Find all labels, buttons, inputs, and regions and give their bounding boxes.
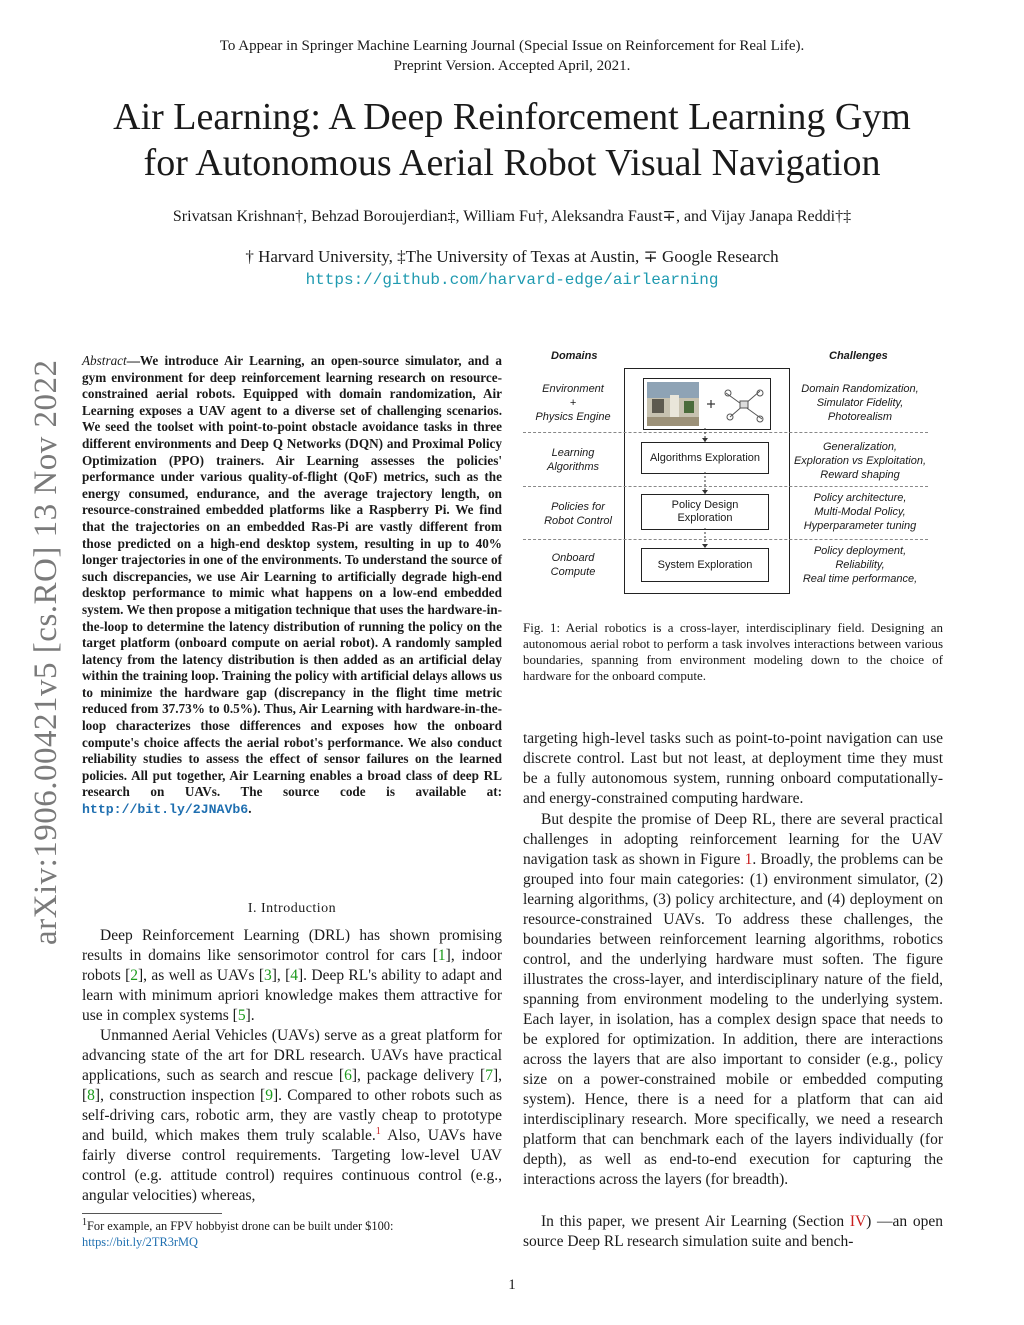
- figure-header-domains: Domains: [551, 350, 598, 362]
- domain-label-compute: Onboard Compute: [550, 552, 596, 578]
- title-line-1: Air Learning: A Deep Reinforcement Learning Gym: [113, 96, 911, 138]
- arxiv-stamp: arXiv:1906.00421v5 [cs.RO] 13 Nov 2022: [28, 359, 64, 945]
- citation-link[interactable]: 3: [263, 967, 272, 984]
- citation-link[interactable]: 9: [265, 1087, 273, 1104]
- intro-text: ], indoor robots [: [82, 947, 502, 984]
- figure-ref-link[interactable]: 1: [744, 851, 753, 868]
- journal-notice: [0, 36, 1024, 76]
- right-paragraph-2: [523, 810, 943, 1190]
- citation-link[interactable]: 4: [290, 967, 299, 984]
- intro-text: ]. Compared to other robots such as self-driving cars, robotic arm, they are vastly cheap to prototype and build, which makes them truly scalable.: [82, 1087, 502, 1144]
- affiliations: † Harvard University, ‡The University of Texas at Austin, ∓ Google Research: [245, 247, 779, 266]
- citation-link[interactable]: 5: [237, 1007, 246, 1024]
- abstract-end: .: [248, 801, 252, 817]
- challenge-label-environment: Domain Randomization, Simulator Fidelity, Photorealism: [801, 383, 919, 423]
- layer-separator: [523, 539, 928, 540]
- figure-header-challenges: Challenges: [829, 350, 888, 362]
- footnote-text: For example, an FPV hobbyist drone can be built under $100:: [87, 1219, 394, 1233]
- intro-paragraph-1: [82, 926, 502, 1026]
- citation-link[interactable]: 7: [485, 1067, 493, 1084]
- citation-link[interactable]: 8: [87, 1087, 95, 1104]
- challenge-label-policies: Policy architecture, Multi-Modal Policy, Hyperparameter tuning: [803, 492, 917, 532]
- footnote-mark: 1: [82, 1216, 87, 1228]
- github-link[interactable]: https://github.com/harvard-edge/airlearning: [305, 271, 719, 289]
- algorithms-exploration-box: Algorithms Exploration: [641, 442, 769, 474]
- environment-image: [643, 378, 771, 430]
- domain-label-learning: Learning Algorithms: [547, 447, 599, 473]
- citation-link[interactable]: 6: [344, 1067, 352, 1084]
- intro-text: ]. Deep RL's ability to adapt and learn with minimum apriori knowledge makes them attractive for use in complex systems [: [82, 967, 502, 1024]
- body-text: ) —an open source Deep RL research simulation suite and bench-: [523, 1213, 943, 1250]
- intro-text: ], as well as UAVs [: [138, 967, 264, 984]
- abstract: [82, 353, 502, 819]
- right-paragraph-3: [523, 1212, 943, 1252]
- intro-text: Unmanned Aerial Vehicles (UAVs) serve as a great platform for advancing state of the art for DRL research. UAVs have practical applications, such as search and rescue [: [82, 1027, 502, 1084]
- section-heading-introduction: I. Introduction: [247, 901, 337, 916]
- title-line-2: for Autonomous Aerial Robot Visual Navigation: [143, 142, 881, 184]
- citation-link[interactable]: 2: [130, 967, 138, 984]
- intro-paragraph-2: [82, 1026, 502, 1206]
- policy-design-exploration-box: Policy Design Exploration: [641, 494, 769, 530]
- abstract-lead: Abstract: [82, 353, 127, 368]
- page-number: 1: [508, 1277, 516, 1293]
- footnote-marker[interactable]: 1: [375, 1125, 381, 1137]
- intro-text: ], [: [271, 967, 291, 984]
- domain-label-policies: Policies for Robot Control: [544, 501, 612, 527]
- footnote-rule: [82, 1213, 222, 1214]
- layer-separator: [523, 432, 928, 433]
- connector-arrows: [699, 428, 711, 552]
- notice-line-1: To Appear in Springer Machine Learning Journal (Special Issue on Reinforcement for Real Life).: [219, 38, 805, 54]
- body-text: But despite the promise of Deep RL, there are several practical challenges in adopting reinforcement learning for the UAV navigation task as shown in Figure: [523, 811, 943, 868]
- right-paragraph-1: targeting high-level tasks such as point-to-point navigation can use discrete control. Last but not least, at deployment time they must be a fully autonomous system, running onboard computationally- and energy-constrained computing hardware.: [523, 730, 943, 807]
- intro-text: ], package delivery [: [351, 1067, 486, 1084]
- simulator-render-icon: [644, 379, 770, 429]
- figure-caption: Fig. 1: Aerial robotics is a cross-layer, interdisciplinary field. Designing an autonomous aerial robot to perform a task involves interactions between various boundaries, spanning from environment modeling down to the choice of hardware for the onboard compute.: [523, 620, 943, 683]
- challenge-label-compute: Policy deployment, Reliability, Real time performance,: [802, 545, 918, 585]
- intro-text: Also, UAVs have fairly diverse control requirements. Targeting low-level UAV control (e.g. attitude control) requires continuous control (e.g., angular velocities) whereas,: [82, 1127, 502, 1204]
- intro-text: ].: [245, 1007, 255, 1024]
- system-exploration-box: System Exploration: [641, 548, 769, 582]
- citation-link[interactable]: 1: [437, 947, 446, 964]
- paper-title: [40, 94, 984, 186]
- body-text: . Broadly, the problems can be grouped into four main categories: (1) environment simulator, (2) learning algorithms, (3) policy architecture, and (4) deployment on resource-constrained UAVs. To address these challenges, the boundaries between reinforcement learning algorithms, robotics control, and the underlying hardware must soften. The figure illustrates the cross-layer, and interdisciplinary nature of the field, spanning from environment modeling to the underlying system. Each layer, in isolation, has a complex design space that needs to be explored for optimization. In addition, there are interactions across the layers that are also important to consider (e.g., policy size on a power-constrained mobile or embedded computing system). Hence, there is a need for a platform that can aid interdisciplinary research. More specifically, we need a research platform that can benchmark each of the layers individually (for depth), as well as end-to-end execution for capturing the interactions across the layers (for breadth).: [523, 851, 943, 1188]
- body-text: In this paper, we present Air Learning (Section: [541, 1213, 850, 1230]
- challenge-label-learning: Generalization, Exploration vs Exploitation, Reward shaping: [793, 441, 927, 481]
- intro-text: ], construction inspection [: [94, 1087, 266, 1104]
- section-ref-link[interactable]: IV: [849, 1213, 867, 1230]
- intro-text: Deep Reinforcement Learning (DRL) has shown promising results in domains like sensorimotor control for cars [: [82, 927, 502, 964]
- domain-label-environment: Environment + Physics Engine: [535, 383, 611, 423]
- figure-1: [523, 344, 943, 604]
- source-code-link[interactable]: http://bit.ly/2JNAVb6: [82, 802, 249, 818]
- notice-line-2: Preprint Version. Accepted April, 2021.: [393, 58, 631, 74]
- footnote: [82, 1218, 502, 1250]
- author-list: Srivatsan Krishnan†, Behzad Boroujerdian‡, William Fu†, Aleksandra Faust∓, and Vijay Janapa Reddi†‡: [172, 208, 852, 225]
- abstract-text: —We introduce Air Learning, an open-source simulator, and a gym environment for deep reinforcement learning research on resource-constrained aerial robots. Equipped with domain randomization, Air Learning exposes a UAV agent to a diverse set of challenging scenarios. We seed the toolset with point-to-point obstacle avoidance tasks in three different environments and Deep Q Networks (DQN) and Proximal Policy Optimization (PPO) trainers. Air Learning assesses the policies' performance under various quality-of-flight (QoF) metrics, such as the energy consumed, endurance, and the average trajectory length, on resource-constrained embedded platforms like a Raspberry Pi. We find that the trajectories on an embedded Ras-Pi are vastly different from those predicted on a high-end desktop system, resulting in up to 40% longer trajectories in one of the environments. To understand the source of such discrepancies, we use Air Learning to artificially degrade high-end desktop performance to mimic what happens on a low-end embedded system. We then propose a mitigation technique that uses the hardware-in-the-loop to determine the latency distribution of running the policy on the target platform (onboard compute on aerial robot). A randomly sampled latency from the latency distribution is then added as an artificial delay within the training loop. Training the policy with artificial delays allows us to minimize the hardware gap (discrepancy in the flight time metric reduced from 37.73% to 0.5%). Thus, Air Learning with hardware-in-the-loop characterizes those differences and exposes how the onboard compute's choice affects the aerial robot's performance. We also conduct reliability studies to assess the effect of sensor failures on the learned policies. All put together, Air Learning enables a broad class of deep RL research on UAVs. The source code is available at:: [82, 353, 502, 800]
- layer-separator: [523, 486, 928, 487]
- footnote-link[interactable]: https://bit.ly/2TR3rMQ: [82, 1235, 198, 1249]
- intro-text: ], [: [82, 1067, 502, 1104]
